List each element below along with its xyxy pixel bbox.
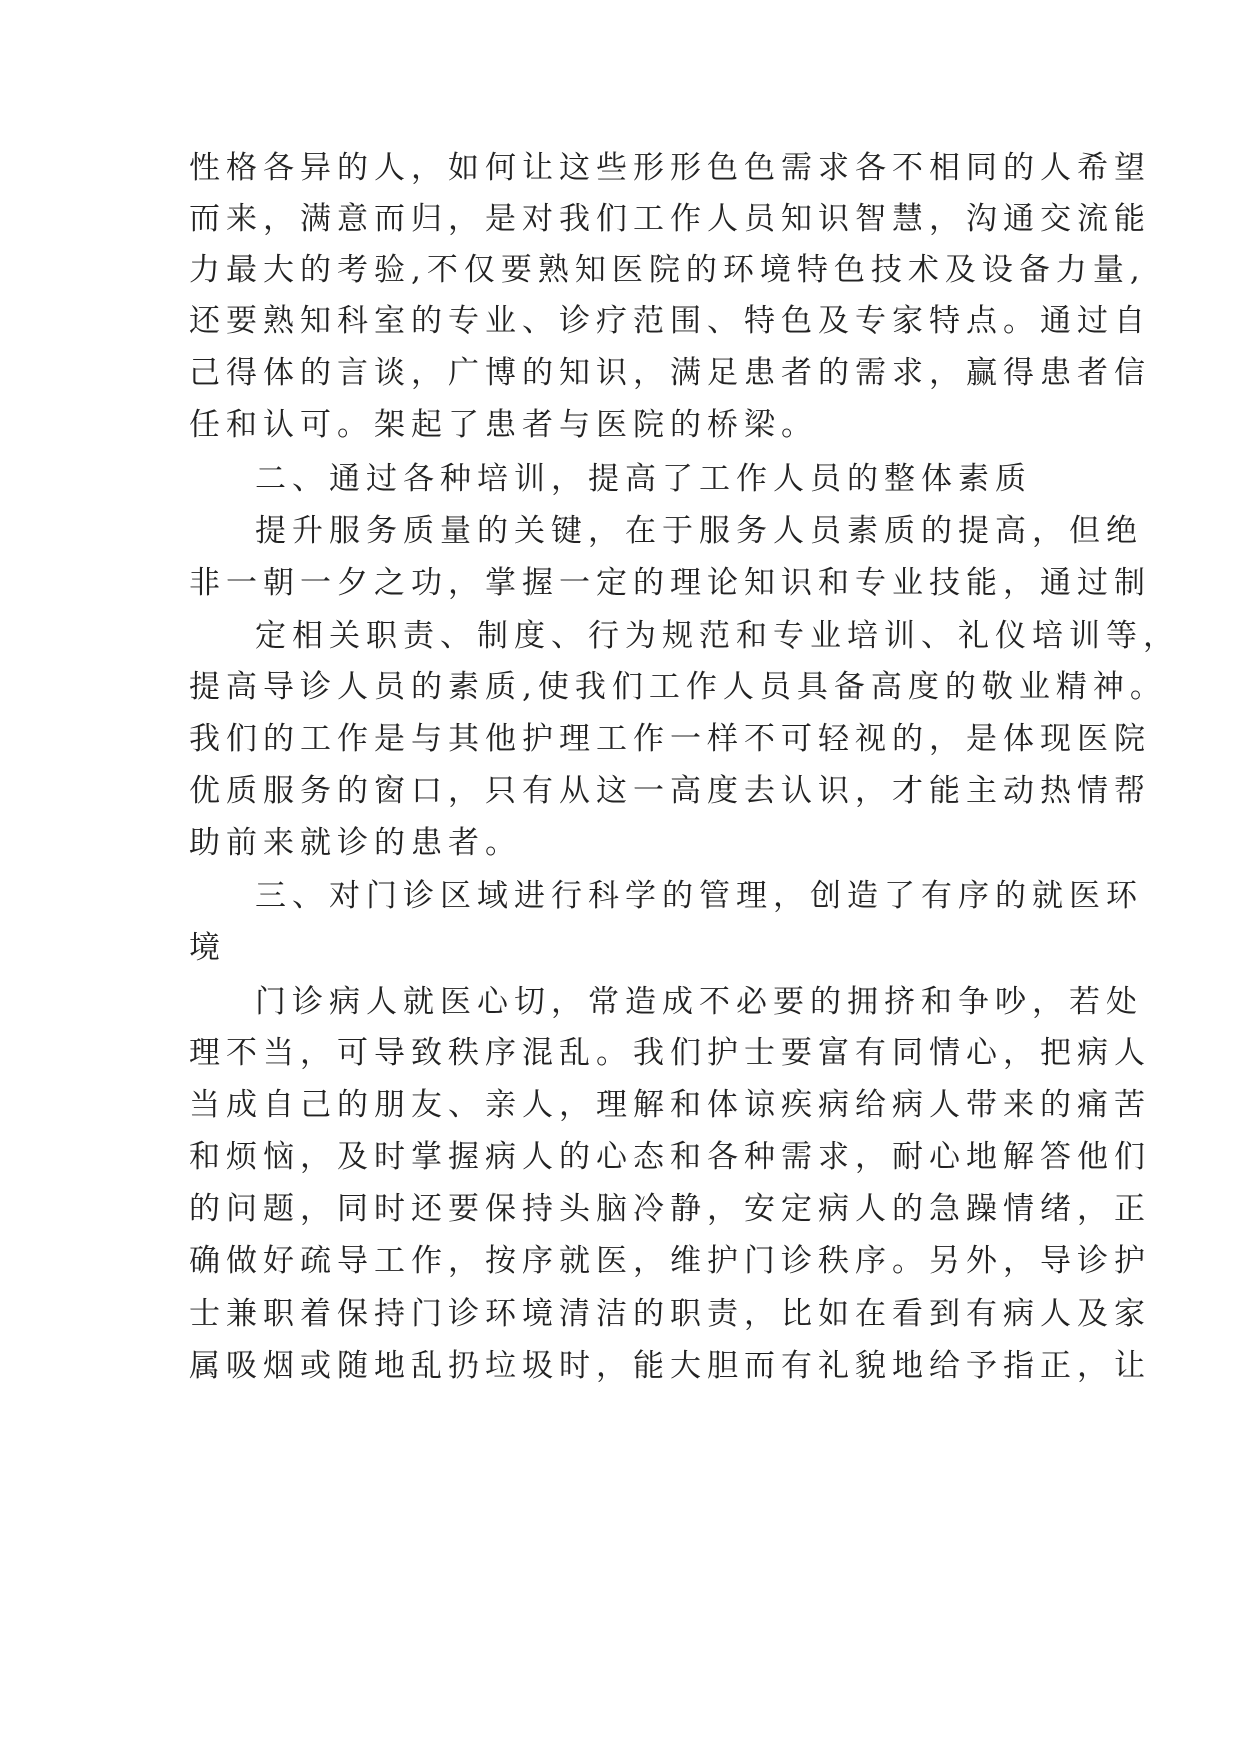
text-line-12: 我们的工作是与其他护理工作一样不可轻视的，是体现医院 <box>189 721 1151 757</box>
text-line-18: 理不当，可导致秩序混乱。我们护士要富有同情心，把病人 <box>189 1035 1151 1071</box>
text-line-24: 属吸烟或随地乱扔垃圾时，能大胆而有礼貌地给予指正，让 <box>189 1348 1151 1384</box>
text-line-19: 当成自己的朋友、亲人，理解和体谅疾病给病人带来的痛苦 <box>189 1087 1151 1123</box>
text-line-3: 力最大的考验,不仅要熟知医院的环境特色技术及设备力量, <box>189 252 1146 288</box>
text-line-13: 优质服务的窗口，只有从这一高度去认识，才能主动热情帮 <box>189 773 1151 809</box>
text-line-21: 的问题，同时还要保持头脑冷静，安定病人的急躁情绪，正 <box>189 1191 1151 1227</box>
text-line-9: 非一朝一夕之功，掌握一定的理论知识和专业技能，通过制 <box>189 565 1151 601</box>
text-line-1: 性格各异的人，如何让这些形形色色需求各不相同的人希望 <box>189 150 1151 186</box>
text-line-11: 提高导诊人员的素质,使我们工作人员具备高度的敬业精神。 <box>189 669 1167 705</box>
section-heading-2: 二、通过各种培训，提高了工作人员的整体素质 <box>255 461 1032 497</box>
section-heading-3: 三、对门诊区域进行科学的管理，创造了有序的就医环 <box>255 878 1143 914</box>
text-line-16: 境 <box>189 930 226 966</box>
text-line-20: 和烦恼，及时掌握病人的心态和各种需求，耐心地解答他们 <box>189 1139 1151 1175</box>
text-line-4: 还要熟知科室的专业、诊疗范围、特色及专家特点。通过自 <box>189 303 1151 339</box>
text-line-22: 确做好疏导工作，按序就医，维护门诊秩序。另外，导诊护 <box>189 1243 1151 1279</box>
text-line-8: 提升服务质量的关键，在于服务人员素质的提高，但绝 <box>255 513 1143 549</box>
text-line-10: 定相关职责、制度、行为规范和专业培训、礼仪培训等， <box>255 618 1180 654</box>
text-line-14: 助前来就诊的患者。 <box>189 825 522 861</box>
text-line-5: 己得体的言谈，广博的知识，满足患者的需求，赢得患者信 <box>189 355 1151 391</box>
text-line-6: 任和认可。架起了患者与医院的桥梁。 <box>189 407 818 443</box>
text-line-23: 士兼职着保持门诊环境清洁的职责，比如在看到有病人及家 <box>189 1296 1151 1332</box>
text-line-17: 门诊病人就医心切，常造成不必要的拥挤和争吵，若处 <box>255 984 1143 1020</box>
text-line-2: 而来，满意而归，是对我们工作人员知识智慧，沟通交流能 <box>189 201 1151 237</box>
